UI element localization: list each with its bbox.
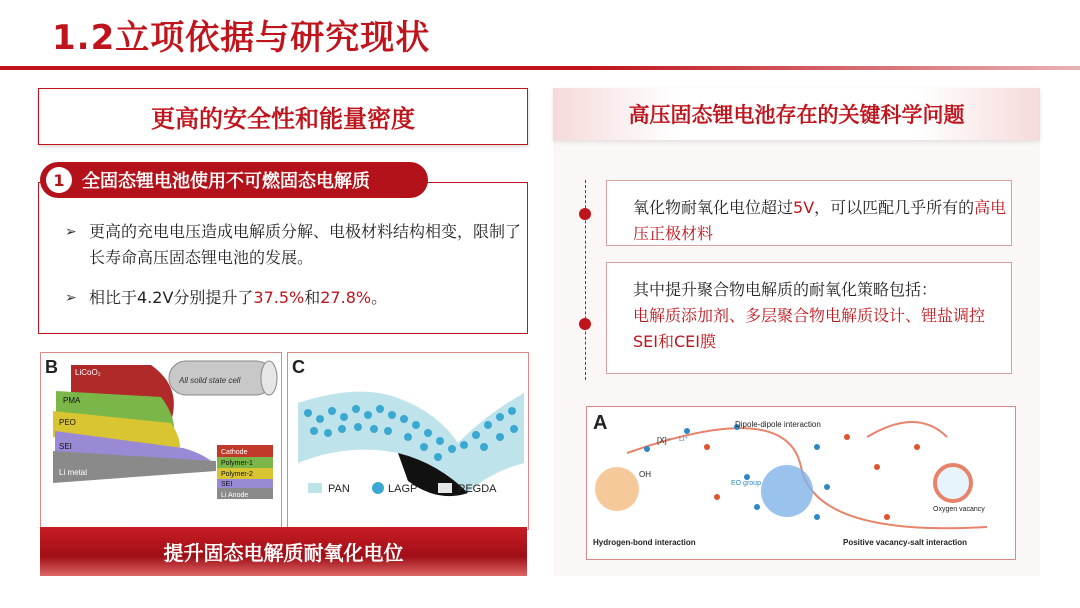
bullet-text: 更高的充电电压造成电解质分解、电极材料结构相变，限制了长寿命高压固态锂电池的发展。 xyxy=(89,222,522,267)
info-text: ，可以匹配几乎所有的 xyxy=(814,198,975,217)
highlight-value: 5V xyxy=(793,198,815,217)
timeline-dot xyxy=(579,318,591,330)
point-label: 全固态锂电池使用不可燃固态电解质 xyxy=(82,171,370,192)
timeline-dot xyxy=(579,208,591,220)
bullet-text-part: 。 xyxy=(371,288,388,307)
oxygen-vacancy xyxy=(935,465,971,501)
stack-label: Li Anode xyxy=(221,492,249,499)
layer-label: PEO xyxy=(59,418,76,427)
info-box-1 xyxy=(606,180,1012,246)
stack-label: Polymer-2 xyxy=(221,471,253,478)
bullet-item xyxy=(65,285,529,311)
dipole-label: Dipole-dipole interaction xyxy=(735,420,821,429)
legend-swatch-lagp xyxy=(372,482,384,494)
left-content-box xyxy=(38,182,528,334)
figure-a xyxy=(586,406,1016,560)
oh-label: OH xyxy=(639,470,651,479)
legend-label: PEGDA xyxy=(458,483,497,495)
layer-label: Li metal xyxy=(59,468,88,477)
figure-b-label: B xyxy=(45,357,58,377)
arrow-bullet-icon: ➢ xyxy=(65,224,77,240)
point-pill xyxy=(40,162,428,198)
legend-swatch-pan xyxy=(308,483,322,493)
legend-label: PAN xyxy=(328,483,350,495)
right-heading: 高压固态锂电池存在的关键科学问题 xyxy=(553,88,1040,140)
figure-b-illustration xyxy=(41,353,281,529)
figure-a-illustration xyxy=(587,407,1015,559)
figure-caption: 提升固态电解质耐氧化电位 xyxy=(40,527,527,576)
layer-label: PMA xyxy=(63,396,81,405)
info-text: 其中提升聚合物电解质的耐氧化策略包括： xyxy=(633,280,938,299)
legend-label: LAGP xyxy=(388,483,418,495)
info-box-2 xyxy=(606,262,1012,374)
stack-label: SEI xyxy=(221,481,233,488)
figure-c-illustration xyxy=(288,353,528,529)
figure-a-label: A xyxy=(593,412,608,434)
left-heading: 更高的安全性和能量密度 xyxy=(38,88,528,145)
cell-label: All solid state cell xyxy=(179,376,241,385)
stack-label: Cathode xyxy=(221,449,248,456)
highlight-value: 37.5% xyxy=(253,288,305,307)
figure-b xyxy=(40,352,282,530)
legend-swatch-pegda xyxy=(438,483,452,493)
layer-label: SEI xyxy=(59,442,72,451)
page-title: 1.2立项依据与研究现状 xyxy=(52,18,431,58)
bullet-text-part: 和 xyxy=(304,288,321,307)
particle xyxy=(595,467,639,511)
figure-c xyxy=(287,352,529,530)
highlight-value: 27.8% xyxy=(320,288,372,307)
highlight-value: 高电压正极材料 xyxy=(633,198,1007,243)
li-label: Li⁺ xyxy=(679,436,689,443)
point-number: 1 xyxy=(46,167,72,193)
layer-label: LiCoO₂ xyxy=(75,368,101,377)
title-divider xyxy=(0,66,1080,70)
arrow-bullet-icon: ➢ xyxy=(65,290,77,306)
figure-c-label: C xyxy=(292,357,305,377)
anion-label: [X]⁻ xyxy=(657,436,672,445)
highlight-text: 电解质添加剂、多层聚合物电解质设计、锂盐调控SEI和CEI膜 xyxy=(633,306,986,351)
info-text: 氧化物耐氧化电位超过 xyxy=(633,198,794,217)
vacancy-label: Positive vacancy-salt interaction xyxy=(843,538,968,547)
bullet-text-part: 相比于4.2V分别提升了 xyxy=(89,288,254,307)
eo-label: EO group xyxy=(731,480,761,487)
bullet-item xyxy=(65,219,529,271)
oxygen-vacancy-label: Oxygen vacancy xyxy=(933,506,985,513)
stack-label: Polymer-1 xyxy=(221,460,253,467)
salt-cluster xyxy=(761,465,813,517)
bullet-text xyxy=(89,285,529,311)
hbond-label: Hydrogen-bond interaction xyxy=(593,538,696,547)
